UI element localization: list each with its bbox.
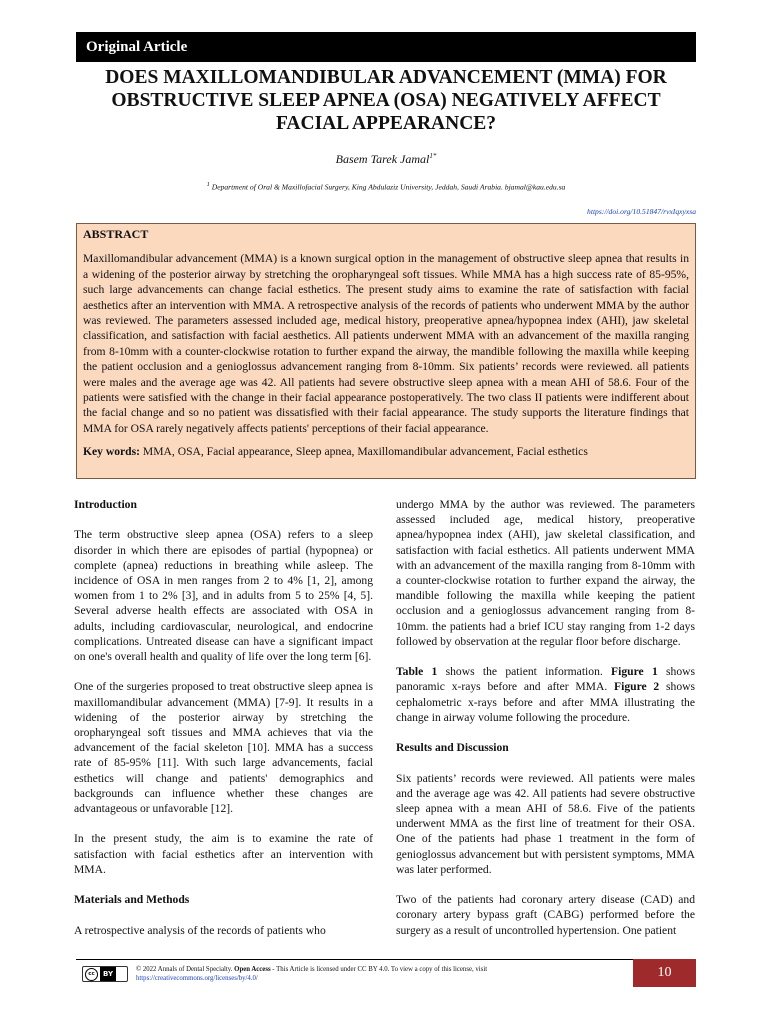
methods-paragraph-1: A retrospective analysis of the records of patients who bbox=[74, 923, 326, 937]
article-title bbox=[76, 66, 696, 135]
cc-license-badge[interactable] bbox=[82, 966, 128, 982]
footer-license: - This Article is licensed under CC BY 4.0. To view a copy of this license, visit bbox=[270, 966, 488, 973]
title-line-2: OBSTRUCTIVE SLEEP APNEA (OSA) NEGATIVELY AFFECT bbox=[111, 90, 661, 111]
affiliation-sup: 1 bbox=[206, 181, 210, 188]
abstract-heading: ABSTRACT bbox=[83, 227, 149, 241]
methods-paragraph-2 bbox=[396, 664, 695, 725]
author-sup: 1* bbox=[429, 152, 437, 160]
p2-text-b: shows panoramic x-rays before and after MMA. bbox=[396, 665, 696, 694]
table-1-ref[interactable]: Table 1 bbox=[396, 665, 438, 679]
title-line-1: DOES MAXILLOMANDIBULAR ADVANCEMENT (MMA) FOR bbox=[105, 67, 667, 88]
figure-1-ref[interactable]: Figure 1 bbox=[611, 665, 658, 679]
introduction-heading: Introduction bbox=[74, 498, 137, 511]
affiliation-text: Department of Oral & Maxillofacial Surgery, King Abdulaziz University, Jeddah, Saudi Arabia. bjamal@kau.edu.sa bbox=[211, 182, 566, 192]
footer-divider bbox=[76, 959, 696, 960]
methods-heading: Materials and Methods bbox=[74, 893, 190, 907]
p2-text-c: shows cephalometric x-rays before and after MMA illustrating the change in airway volume following the procedure. bbox=[396, 680, 695, 724]
footer-copyright: © 2022 Annals of Dental Specialty. bbox=[136, 966, 235, 973]
keywords bbox=[83, 444, 689, 459]
intro-paragraph-2: One of the surgeries proposed to treat obstructive sleep apnea is maxillomandibular advancement (MMA) [7-9]. It results in a widening of the posterior airway by stretching the oropharyngeal soft tissues and MMA achieves that via the advancement of the facial skeleton [10]. MMA has a success rate of 85-95% [11]. With such large advancements, facial esthetics will change and patients' demographics and backgrounds can influence whether these changes are advantageous or unfavorable [12]. bbox=[74, 680, 373, 816]
title-line-3: FACIAL APPEARANCE? bbox=[275, 113, 497, 134]
affiliation bbox=[76, 181, 696, 192]
results-heading: Results and Discussion bbox=[396, 741, 509, 755]
abstract-text: Maxillomandibular advancement (MMA) is a known surgical option in the management of obstructive sleep apnea that results in a widening of the posterior airway by stretching the oropharyngeal soft tissues. While MMA has a high success rate of 85-95%, such large advancements can change facial esthetics. The present study aims to examine the rate of satisfaction with facial aesthetics after an intervention with MMA. A retrospective analysis of the records of patients who underwent MMA by the author was reviewed. The parameters assessed included age, medical history, preoperative apnea/hypopnea index (AHI), jaw skeletal classification, and satisfaction with facial aesthetics. All patients underwent MMA with an advancement of the maxilla ranging from 8-10mm with a counter-clockwise rotation to further expand the airway, the mandible following the maxilla while keeping the patient occlusion and a genioglossus advancement ranging from 8-10mm. Six patients’ records were reviewed. all patients were males and the average age was 42. All patients had severe obstructive sleep apnea with a mean AHI of 58.6. Four of the patients were satisfied with the change in their facial appearance postoperatively. The two class II patients were indifferent about the facial change and so no patient was dissatisfied with their facial appearance. The study supports the literature findings that MMA for OSA rarely negatively affects patients' perceptions of their facial appearance. bbox=[83, 252, 689, 435]
intro-paragraph-1: The term obstructive sleep apnea (OSA) refers to a sleep disorder in which there are episodes of partial (hypopnea) or complete (apnea) reductions in breathing while asleep. The incidence of OSA in men ranges from 2 to 4% [1, 2], among women from 1 to 2% [3], and in adults from 5 to 25% [4, 5]. Several adverse health effects are associated with OSA in adults, including cardiovascular, neurological, and endocrine complications. Untreated disease can have a significant impact on one's overall health and quality of life over the long term [6]. bbox=[74, 528, 373, 664]
by-label: BY bbox=[100, 967, 116, 981]
page-number: 10 bbox=[633, 959, 696, 987]
results-paragraph-2: Two of the patients had coronary artery disease (CAD) and coronary artery bypass graft (CABG) performed before the surgery as a result of uncontrolled hypertension. One patient bbox=[396, 893, 695, 937]
footer-open-access: Open Access bbox=[234, 966, 271, 973]
abstract-box bbox=[76, 223, 696, 479]
keywords-label: Key words: bbox=[83, 445, 140, 459]
p2-text-a: shows the patient information. bbox=[437, 665, 612, 679]
author-line bbox=[76, 152, 696, 167]
cc-icon: cc bbox=[85, 968, 98, 981]
right-column bbox=[396, 497, 695, 953]
intro-paragraph-3: In the present study, the aim is to examine the rate of satisfaction with facial esthetics after an intervention with MMA. bbox=[74, 832, 373, 876]
doi-link[interactable]: https://doi.org/10.51847/rvxIqxyxsa bbox=[587, 207, 696, 216]
left-column bbox=[74, 497, 373, 953]
methods-paragraph-1-cont: undergo MMA by the author was reviewed. The parameters assessed included age, medical history, preoperative apnea/hypopnea index (AHI), jaw skeletal classification, and satisfaction with facial esthetics. All patients underwent MMA with an advancement of the maxilla ranging from 8-10mm with a counter-clockwise rotation to further expand the airway, the mandible following the maxilla while keeping the patient occlusion and a genioglossus advancement ranging from 8-10mm. the patients had a brief ICU stay ranging from 1-2 days followed by observation at the regular floor before discharge. bbox=[396, 498, 695, 648]
article-type-banner: Original Article bbox=[76, 32, 696, 62]
footer-license-link[interactable]: https://creativecommons.org/licenses/by/4.0/ bbox=[136, 975, 258, 982]
author-name: Basem Tarek Jamal bbox=[335, 152, 430, 166]
figure-2-ref[interactable]: Figure 2 bbox=[614, 680, 660, 694]
footer-license-text bbox=[136, 965, 626, 983]
results-paragraph-1: Six patients’ records were reviewed. All patients were males and the average age was 42. All patients had severe obstructive sleep apnea with a mean AHI of 58.6. Five of the patients underwent MMA as the first line of treatment for their OSA. One of the patients had phase 1 treatment in the form of genioglossus advancement but with persistent symptoms, MMA was later performed. bbox=[396, 771, 695, 876]
keywords-text: MMA, OSA, Facial appearance, Sleep apnea, Maxillomandibular advancement, Facial esthetics bbox=[142, 445, 588, 459]
